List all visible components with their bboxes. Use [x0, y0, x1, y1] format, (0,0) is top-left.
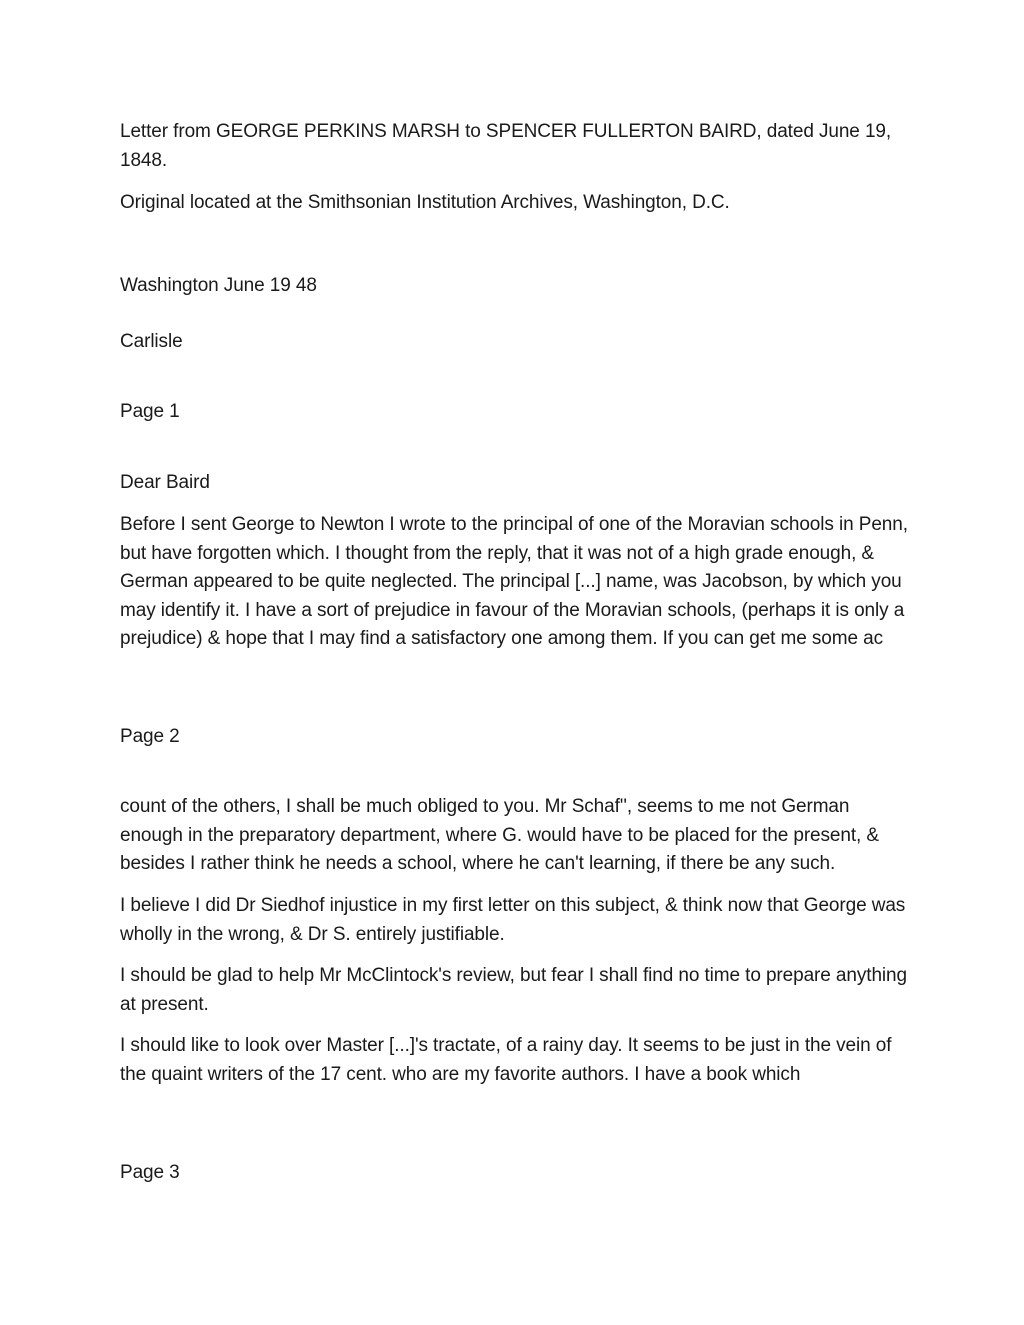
page-2-label: Page 2: [120, 726, 180, 747]
paragraph-3: I believe I did Dr Siedhof injustice in my first letter on this subject, & think now that George was wholly in the wrong, & Dr S. entirely justifiable.: [120, 895, 906, 945]
salutation: Dear Baird: [120, 472, 210, 493]
paragraph-4: I should be glad to help Mr McClintock's review, but fear I shall find no time to prepare anything at present.: [120, 965, 907, 1015]
paragraph-1: Before I sent George to Newton I wrote to the principal of one of the Moravian schools in Penn, but have forgotten which. I thought from the reply, that it was not of a high grade enough, & German appeared to be quite neglected. The principal [...] name, was Jacobson, by which you may identify it. I have a sort of prejudice in favour of the Moravian schools, (perhaps it is only a prejudice) & hope that I may find a satisfactory one among them. If you can get me some ac: [120, 514, 908, 649]
letter-header: Letter from GEORGE PERKINS MARSH to SPENCER FULLERTON BAIRD, dated June 19, 1848.: [120, 121, 892, 171]
source-note: Original located at the Smithsonian Institution Archives, Washington, D.C.: [120, 192, 730, 213]
page-3-label: Page 3: [120, 1162, 180, 1183]
page-1-label: Page 1: [120, 401, 180, 422]
paragraph-5: I should like to look over Master [...]'s tractate, of a rainy day. It seems to be just in the vein of the quaint writers of the 17 cent. who are my favorite authors. I have a book which: [120, 1035, 892, 1085]
recipient-location: Carlisle: [120, 331, 183, 352]
dateline: Washington June 19 48: [120, 275, 317, 296]
paragraph-2: count of the others, I shall be much obliged to you. Mr Schaf'', seems to me not German enough in the preparatory department, where G. would have to be placed for the present, & besides I rather think he needs a school, where he can't learning, if there be any such.: [120, 796, 879, 874]
